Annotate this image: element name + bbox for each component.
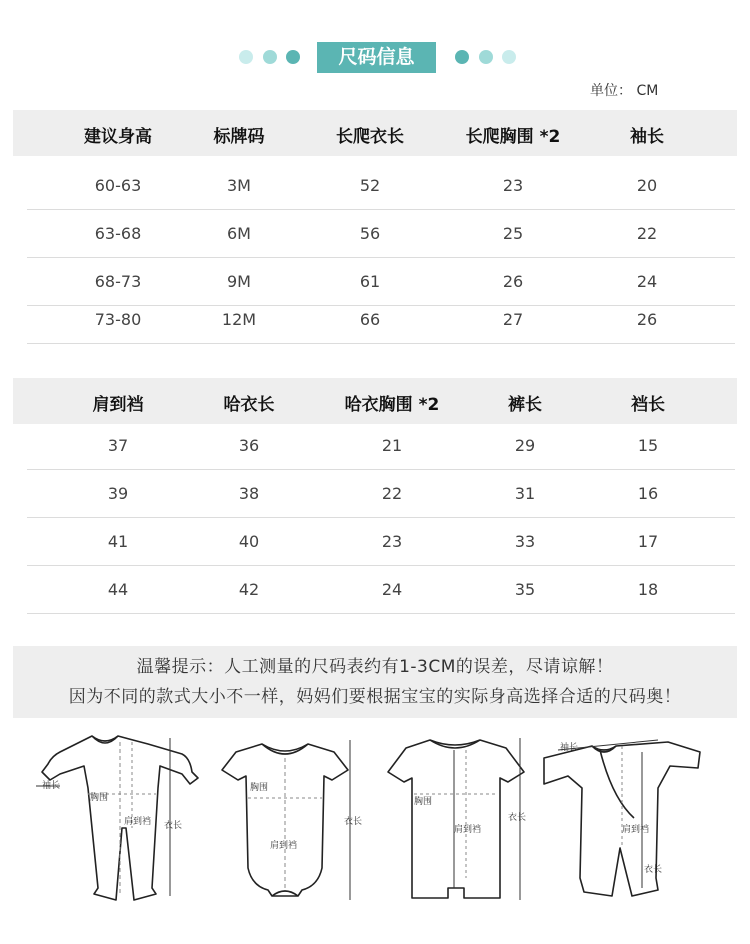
table-cell: 6M xyxy=(227,224,251,243)
measurement-diagrams xyxy=(0,728,750,938)
column-header: 标牌码 xyxy=(213,127,265,147)
table-cell: 31 xyxy=(514,484,536,503)
table-cell: 12M xyxy=(221,310,257,329)
table-cell: 63-68 xyxy=(94,224,142,243)
table-cell: 29 xyxy=(514,436,536,455)
decor-dot-icon xyxy=(286,50,300,64)
table-cell: 3M xyxy=(227,176,251,195)
table-cell: 18 xyxy=(637,580,659,599)
table-cell: 24 xyxy=(381,580,403,599)
table-cell: 27 xyxy=(502,310,524,329)
bodysuit-diagram-icon xyxy=(210,728,370,928)
table-row xyxy=(27,566,735,614)
column-header: 建议身高 xyxy=(84,127,152,147)
shoulder-crotch-label: 肩到裆 xyxy=(270,841,298,851)
column-header: 裤长 xyxy=(508,395,542,415)
chest-label: 胸围 xyxy=(414,797,433,807)
column-header: 裆长 xyxy=(631,395,665,415)
table-cell: 25 xyxy=(502,224,524,243)
table-header xyxy=(13,110,737,156)
table-cell: 22 xyxy=(636,224,658,243)
table-cell: 23 xyxy=(381,532,403,551)
table-cell: 17 xyxy=(637,532,659,551)
decor-dot-icon xyxy=(479,50,493,64)
page-title: 尺码信息 xyxy=(317,42,436,73)
table-cell: 39 xyxy=(107,484,129,503)
kimono-diagram-icon xyxy=(538,728,720,928)
table-row xyxy=(27,296,735,344)
sleeve-label: 袖长 xyxy=(42,781,61,791)
length-label: 衣长 xyxy=(508,813,527,823)
table-cell: 21 xyxy=(381,436,403,455)
length-label: 衣长 xyxy=(164,821,183,831)
decor-dot-icon xyxy=(239,50,253,64)
column-header: 哈衣长 xyxy=(223,395,275,415)
table-row xyxy=(27,422,735,470)
unit-value: CM xyxy=(636,83,659,99)
table-header xyxy=(13,378,737,424)
table-cell: 40 xyxy=(238,532,260,551)
size-notice xyxy=(13,646,737,718)
table-row xyxy=(27,162,735,210)
decor-dot-icon xyxy=(455,50,469,64)
column-header: 袖长 xyxy=(630,127,664,147)
table-cell: 20 xyxy=(636,176,658,195)
table-cell: 35 xyxy=(514,580,536,599)
table-row xyxy=(27,518,735,566)
table-cell: 56 xyxy=(359,224,381,243)
unit-label xyxy=(590,80,658,100)
table-cell: 15 xyxy=(637,436,659,455)
size-table-shortall xyxy=(13,378,737,614)
table-cell: 16 xyxy=(637,484,659,503)
table-cell: 44 xyxy=(107,580,129,599)
table-cell: 61 xyxy=(359,272,381,291)
notice-line-2: 因为不同的款式大小不一样，妈妈们要根据宝宝的实际身高选择合适的尺码奥！ xyxy=(68,687,682,707)
table-row xyxy=(27,210,735,258)
decor-dot-icon xyxy=(502,50,516,64)
length-label: 衣长 xyxy=(344,817,363,827)
shoulder-crotch-label: 肩到裆 xyxy=(124,817,152,827)
shoulder-crotch-label: 肩到裆 xyxy=(454,825,482,835)
decor-dot-icon xyxy=(263,50,277,64)
length-label: 衣长 xyxy=(644,865,663,875)
table-cell: 52 xyxy=(359,176,381,195)
table-cell: 41 xyxy=(107,532,129,551)
table-cell: 66 xyxy=(359,310,381,329)
table-cell: 73-80 xyxy=(94,310,142,329)
notice-line-1: 温馨提示：人工测量的尺码表约有1-3CM的误差，尽请谅解！ xyxy=(136,657,614,677)
table-cell: 22 xyxy=(381,484,403,503)
section-title-row xyxy=(0,42,750,74)
table-cell: 36 xyxy=(238,436,260,455)
chest-label: 胸围 xyxy=(90,793,109,803)
column-header: 肩到裆 xyxy=(92,395,144,415)
size-table-romper xyxy=(13,110,737,346)
table-cell: 26 xyxy=(636,310,658,329)
table-row xyxy=(27,470,735,518)
shortall-diagram-icon xyxy=(380,728,540,928)
table-cell: 68-73 xyxy=(94,272,142,291)
shoulder-crotch-label: 肩到裆 xyxy=(622,825,650,835)
table-cell: 9M xyxy=(227,272,251,291)
column-header: 哈衣胸围 *2 xyxy=(344,395,440,415)
sleeve-label: 袖长 xyxy=(560,743,579,753)
table-cell: 33 xyxy=(514,532,536,551)
table-cell: 60-63 xyxy=(94,176,142,195)
table-cell: 37 xyxy=(107,436,129,455)
table-cell: 42 xyxy=(238,580,260,599)
romper-diagram-icon xyxy=(30,728,210,928)
chest-label: 胸围 xyxy=(250,783,269,793)
table-cell: 26 xyxy=(502,272,524,291)
column-header: 长爬胸围 *2 xyxy=(465,127,561,147)
unit-label-text: 单位： xyxy=(590,83,632,99)
table-cell: 23 xyxy=(502,176,524,195)
table-cell: 24 xyxy=(636,272,658,291)
table-cell: 38 xyxy=(238,484,260,503)
column-header: 长爬衣长 xyxy=(336,127,404,147)
